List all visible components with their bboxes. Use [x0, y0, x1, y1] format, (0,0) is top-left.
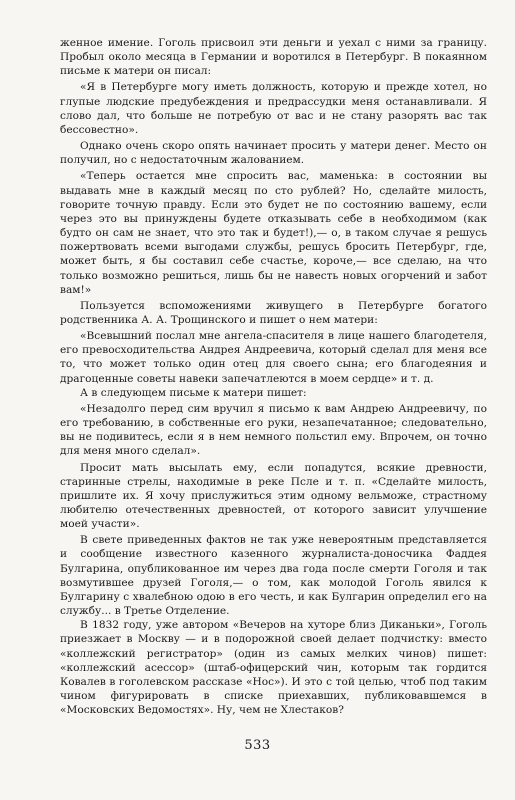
paragraph: женное имение. Гоголь присвоил эти деньги и уехал с ними за границу. Пробыл около месяца в Германии и воротился в Петербург. В покаянном письме к матери он писал:: [60, 37, 487, 78]
paragraph: В свете приведенных фактов не так уже невероятным представляется и сообщение известного казенного журналиста-доносчика Фаддея Булгарина, опубликованное им через два года после смерти Гоголя и так возмутившее друзей Гоголя,— о том, как молодой Гоголь явился к Булгарину с хвалебною одою в его честь, и как Булгарин определил его на службу... в Третье Отделение.: [60, 534, 487, 618]
paragraph: А в следующем письме к матери пишет:: [80, 386, 307, 399]
quotation: «Незадолго перед сим вручил я письмо к вам Андрею Андреевичу, по его требованию, в собственные его руки, незапечатанное; следовательно, вы не подивитесь, если я в нем немного польстил ему. Впрочем, он точно для меня много сделал».: [60, 402, 487, 458]
quotation: «Всевышний послал мне ангела-спасителя в лице нашего благодетеля, его превосходительства Андрея Андреевича, который сделал для меня все то, что может только один отец для своего сына; его благодеяния и драгоценные советы навеки запечатлеются в моем сердце» и т. д.: [60, 330, 487, 385]
quotation: «Теперь остается мне спросить вас, маменька: в состоянии вы выдавать мне в каждый месяц по сто рублей? Но, сделайте милость, говорите точную правду. Если это будет не по состоянию вашему, если через это вы принуждены будете отказывать себе в необходимом (как будто он сам не знает, что это так и будет!),— о, в таком случае я решусь пожертвовать всеми выгодами службы, решусь бросить Петербург, где, может быть, я бы составил себе счастье, короче,— все сделаю, на что только возможно решиться, лишь бы не навесть новых огорчений и забот вам!»: [60, 170, 487, 296]
page-body: [60, 36, 487, 717]
page-number: 533: [244, 738, 271, 753]
paragraph: В 1832 году, уже автором «Вечеров на хуторе близ Диканьки», Гоголь приезжает в Москву — и в подорожной своей делает подчистку: вместо «коллежский регистратор» (один из самых мелких чинов) пишет: «коллежский асессор» (штаб-офицерский чин, которым так гордится Ковалев в гоголевском рассказе «Нос»). И это с той целью, чтоб под таким чином фигурировать в списке приехавших, публиковавшемся в «Московских Ведомостях». Ну, чем не Хлестаков?: [60, 619, 487, 717]
quotation: «Я в Петербурге могу иметь должность, которую и прежде хотел, но глупые людские предубеждения и предрассудки меня останавливали. Я слово дал, что больше не потребую от вас и не стану разорять вас так бессовестно».: [60, 81, 487, 136]
paragraph: Однако очень скоро опять начинает просить у матери денег. Место он получил, но с недостаточным жалованием.: [60, 140, 487, 167]
paragraph: Просит мать высылать ему, если попадутся, всякие древности, старинные стрелы, находимые в реке Псле и т. п. «Сделайте милость, пришлите их. Я хочу прислужиться этим одному вельможе, страстному любителю отечественных древностей, от которого зависит улучшение моей участи».: [60, 461, 487, 531]
paragraph: Пользуется вспоможениями живущего в Петербурге богатого родственника А. А. Трощинского и пишет о нем матери:: [60, 299, 487, 326]
